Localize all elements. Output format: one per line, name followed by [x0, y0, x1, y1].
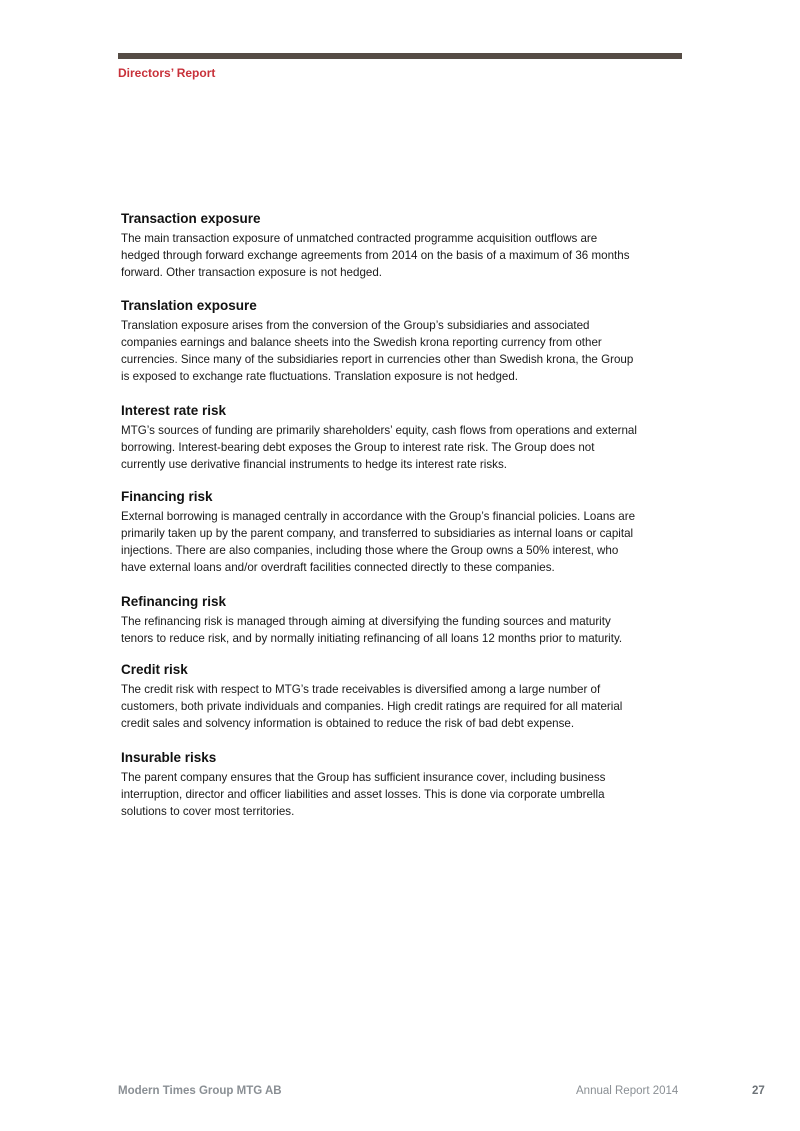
body-line: primarily taken up by the parent company, and transferred to subsidiaries as internal loans or capital	[121, 527, 634, 540]
section-heading: Transaction exposure	[121, 211, 261, 226]
body-line: currently use derivative financial instruments to hedge its interest rate risks.	[121, 458, 507, 471]
body-line: The parent company ensures that the Group has sufficient insurance cover, including business	[121, 771, 606, 784]
section-heading: Translation exposure	[121, 298, 257, 313]
section-label: Directors’ Report	[118, 66, 216, 80]
body-line: interruption, director and officer liabilities and asset losses. This is done via corporate umbrella	[121, 788, 605, 801]
page-number: 27	[752, 1085, 765, 1097]
section	[121, 593, 681, 647]
body-line: injections. There are also companies, including those where the Group owns a 50% interest, who	[121, 544, 619, 557]
body-line: Translation exposure arises from the conversion of the Group’s subsidiaries and associated	[121, 319, 590, 332]
section-heading: Credit risk	[121, 662, 188, 677]
body-line: The credit risk with respect to MTG’s trade receivables is diversified among a large number of	[121, 683, 601, 696]
footer-report-title: Annual Report 2014	[576, 1085, 679, 1097]
body-line: credit sales and solvency information is obtained to reduce the risk of bad debt expense.	[121, 717, 575, 730]
body-line: borrowing. Interest-bearing debt exposes the Group to interest rate risk. The Group does not	[121, 441, 595, 454]
section-body	[121, 508, 681, 576]
section-body	[121, 230, 681, 281]
body-line: currencies. Since many of the subsidiaries report in currencies other than Swedish krona, the Group	[121, 353, 634, 366]
section	[121, 661, 681, 732]
section-body	[121, 317, 681, 385]
body-line: hedged through forward exchange agreements from 2014 on the basis of a maximum of 36 months	[121, 249, 630, 262]
footer-company: Modern Times Group MTG AB	[118, 1085, 282, 1097]
section-body	[121, 613, 681, 647]
body-line: solutions to cover most territories.	[121, 805, 295, 818]
section-body	[121, 769, 681, 820]
header-rule	[118, 53, 682, 59]
section	[121, 210, 681, 281]
body-line: The refinancing risk is managed through aiming at diversifying the funding sources and maturity	[121, 615, 611, 628]
body-line: tenors to reduce risk, and by normally initiating refinancing of all loans 12 months prior to maturity.	[121, 632, 623, 645]
section-heading: Interest rate risk	[121, 403, 227, 418]
section-body	[121, 681, 681, 732]
body-line: MTG’s sources of funding are primarily shareholders’ equity, cash flows from operations and external	[121, 424, 637, 437]
body-line: is exposed to exchange rate fluctuations. Translation exposure is not hedged.	[121, 370, 519, 383]
section-body	[121, 422, 681, 473]
section	[121, 749, 681, 820]
body-line: companies earnings and balance sheets into the Swedish krona reporting currency from other	[121, 336, 602, 349]
body-line: The main transaction exposure of unmatched contracted programme acquisition outflows are	[121, 232, 598, 245]
body-line: External borrowing is managed centrally in accordance with the Group’s financial policies. Loans are	[121, 510, 636, 523]
section-heading: Insurable risks	[121, 750, 217, 765]
section-heading: Refinancing risk	[121, 594, 227, 609]
section	[121, 402, 681, 473]
body-line: customers, both private individuals and companies. High credit ratings are required for all material	[121, 700, 623, 713]
section	[121, 488, 681, 576]
section-heading: Financing risk	[121, 489, 213, 504]
body-line: forward. Other transaction exposure is not hedged.	[121, 266, 383, 279]
section	[121, 297, 681, 385]
body-line: have external loans and/or overdraft facilities connected directly to these companies.	[121, 561, 555, 574]
